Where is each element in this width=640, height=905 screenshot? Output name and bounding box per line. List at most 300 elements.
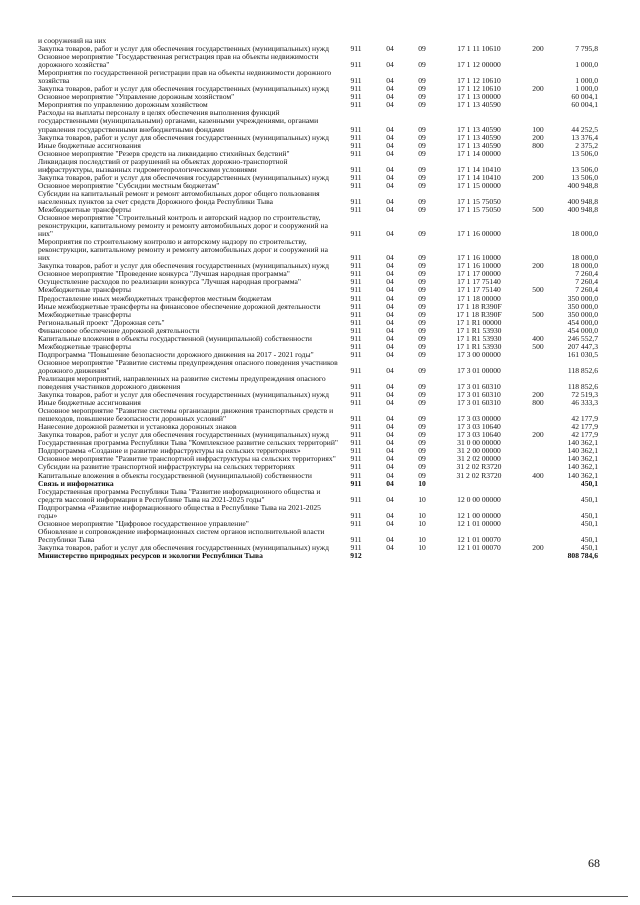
expense-type-code: 400: [532, 470, 544, 480]
subsection-code: 09: [418, 454, 426, 464]
subsection-code: 09: [418, 398, 426, 408]
amount: 60 004,1: [571, 92, 598, 102]
section-code: 04: [386, 341, 394, 351]
table-row: [38, 85, 598, 93]
ministry-code: 911: [350, 454, 362, 464]
expense-type-code: [520, 504, 556, 520]
row-name: Основное мероприятие "Управление дорожным хозяйством": [38, 93, 235, 102]
ministry-code: 911: [350, 398, 362, 408]
section-code: 04: [386, 325, 394, 335]
subsection-code: 09: [418, 60, 426, 70]
amount: 18 000,0: [571, 261, 598, 271]
table-row: [38, 286, 598, 294]
section-code: 04: [386, 76, 394, 86]
table-row: [38, 270, 598, 278]
table-row: [38, 174, 598, 182]
subsection-code: 09: [418, 309, 426, 319]
row-name: Основное мероприятие "Государственная регистрация прав на объекты недвижимости дорожного хозяйства": [38, 53, 319, 70]
section-code: 04: [386, 301, 394, 311]
subsection-code: 09: [418, 382, 426, 392]
amount: 140 362,1: [567, 454, 598, 464]
table-row: [38, 480, 598, 488]
amount: 350 000,0: [567, 301, 598, 311]
subsection-code: 09: [418, 100, 426, 110]
subsection-code: 09: [418, 285, 426, 295]
table-row: [38, 463, 598, 471]
table-row: [38, 335, 598, 343]
target-article-code: 17 1 13 40590: [457, 140, 501, 150]
table-row: [38, 375, 598, 391]
table-row: [38, 431, 598, 439]
target-article-code: 17 1 13 40590: [457, 100, 501, 110]
expense-type-code: 800: [532, 140, 544, 150]
row-name: Подпрограмма «Создание и развитие инфраструктуры на сельских территориях»: [38, 447, 301, 456]
section-code: 04: [386, 518, 394, 528]
section-code: 04: [386, 269, 394, 279]
section-code: 04: [386, 542, 394, 552]
table-row: [38, 391, 598, 399]
amount: 140 362,1: [567, 446, 598, 456]
row-name: Государственная программа Республики Тыва "Комплексное развитие сельских территорий": [38, 439, 338, 448]
expense-type-code: [520, 488, 556, 504]
expense-type-code: [520, 455, 556, 463]
subsection-code: 09: [418, 124, 426, 134]
table-row: [38, 214, 598, 238]
expense-type-code: 200: [532, 542, 544, 552]
row-name: Капитальные вложения в объекты государственной (муниципальной) собственности: [38, 334, 312, 343]
amount: 13 506,0: [571, 172, 598, 182]
expense-type-code: 500: [532, 341, 544, 351]
section-code: 04: [386, 132, 394, 142]
row-name: Межбюджетные трансферты: [38, 286, 131, 295]
ministry-code: 911: [350, 309, 362, 319]
table-row: [38, 37, 598, 45]
section-code: 04: [386, 285, 394, 295]
target-article-code: 17 3 03 00000: [457, 414, 501, 424]
subsection-code: 09: [418, 390, 426, 400]
ministry-code: 911: [350, 470, 362, 480]
subsection-code: 10: [418, 518, 426, 528]
target-article-code: 17 1 13 00000: [457, 92, 501, 102]
target-article-code: 17 1 R1 53930: [456, 341, 502, 351]
ministry-code: 911: [350, 100, 362, 110]
subsection-code: 10: [418, 542, 426, 552]
amount: 42 177,9: [571, 414, 598, 424]
target-article-code: 17 1 14 10410: [457, 164, 501, 174]
budget-table-sheet: [38, 37, 598, 560]
subsection-code: 09: [418, 269, 426, 279]
expense-type-code: 200: [532, 132, 544, 142]
section-code: 04: [386, 430, 394, 440]
amount: 13 506,0: [571, 164, 598, 174]
subsection-code: 09: [418, 132, 426, 142]
subsection-code: 09: [418, 414, 426, 424]
row-name: Основное мероприятие "Развитие системы организации движения транспортных средств и пешеходов, повышение безопасности дорожных условий": [38, 407, 334, 424]
target-article-code: 17 3 01 60310: [457, 398, 501, 408]
target-article-code: 17 1 18 R390F: [456, 309, 502, 319]
ministry-code: 911: [350, 44, 362, 54]
ministry-code: 912: [350, 551, 362, 560]
amount: 7 260,4: [575, 285, 598, 295]
amount: 18 000,0: [571, 253, 598, 263]
row-name: Межбюджетные трансферты: [38, 205, 131, 214]
budget-table-body: [38, 37, 598, 560]
subsection-code: 09: [418, 341, 426, 351]
amount: 72 519,3: [571, 390, 598, 400]
expense-type-code: [520, 158, 556, 174]
ministry-code: 911: [350, 478, 362, 488]
ministry-code: 911: [350, 438, 362, 448]
expense-type-code: [520, 238, 556, 262]
expense-type-code: 200: [532, 261, 544, 271]
row-name: Мероприятия по управлению дорожным хозяйством: [38, 101, 208, 110]
section-code: 04: [386, 390, 394, 400]
amount: 161 030,5: [567, 349, 598, 359]
subsection-code: 09: [418, 422, 426, 432]
target-article-code: 17 1 12 00000: [457, 60, 501, 70]
target-article-code: 17 3 01 00000: [457, 365, 501, 375]
amount: 140 362,1: [567, 470, 598, 480]
section-code: 04: [386, 438, 394, 448]
target-article-code: 17 1 R1 53930: [456, 333, 502, 343]
expense-type-code: [520, 182, 556, 190]
ministry-code: 911: [350, 301, 362, 311]
table-row: [38, 343, 598, 351]
ministry-code: 911: [350, 148, 362, 158]
subsection-code: 09: [418, 140, 426, 150]
table-row: [38, 182, 598, 190]
table-row: [38, 311, 598, 319]
ministry-code: 911: [350, 60, 362, 70]
expense-type-code: [520, 190, 556, 206]
amount: 118 852,6: [567, 382, 598, 392]
row-name: Подпрограмма «Развитие информационного общества в Республике Тыва на 2021-2025 годы»: [38, 503, 321, 520]
target-article-code: 17 1 12 10610: [457, 84, 501, 94]
section-code: 04: [386, 261, 394, 271]
subsection-code: 09: [418, 430, 426, 440]
subsection-code: 09: [418, 164, 426, 174]
row-name: Закупка товаров, работ и услуг для обеспечения государственных (муниципальных) нужд: [38, 173, 329, 182]
table-row: [38, 327, 598, 335]
target-article-code: 17 1 R1 00000: [456, 317, 502, 327]
ministry-code: 911: [350, 534, 362, 544]
ministry-code: 911: [350, 349, 362, 359]
row-name: Подпрограмма "Повышение безопасности дорожного движения на 2017 - 2021 годы": [38, 350, 314, 359]
target-article-code: 17 1 17 75140: [457, 285, 501, 295]
expense-type-code: [520, 214, 556, 238]
ministry-code: 911: [350, 229, 362, 239]
subsection-code: 09: [418, 261, 426, 271]
expense-type-code: 500: [532, 204, 544, 214]
target-article-code: 12 0 00 00000: [457, 494, 501, 504]
row-name: Иные межбюджетные трансферты на финансовое обеспечение дорожной деятельности: [38, 302, 321, 311]
table-row: [38, 520, 598, 528]
table-row: [38, 544, 598, 552]
expense-type-code: [520, 270, 556, 278]
expense-type-code: 800: [532, 398, 544, 408]
expense-type-code: [520, 319, 556, 327]
target-article-code: 17 3 03 10640: [457, 430, 501, 440]
subsection-code: 09: [418, 325, 426, 335]
target-article-code: 31 2 02 R3720: [456, 470, 502, 480]
target-article-code: 31 2 02 R3720: [456, 462, 502, 472]
table-row: [38, 295, 598, 303]
ministry-code: 911: [350, 124, 362, 134]
target-article-code: 12 1 01 00000: [457, 518, 501, 528]
row-name: Государственная программа Республики Тыва "Развитие информационного общества и средств массовой информации в Республике Тыва на 2021-2025 годы": [38, 487, 321, 504]
table-row: [38, 262, 598, 270]
subsection-code: 09: [418, 349, 426, 359]
amount: 140 362,1: [567, 462, 598, 472]
ministry-code: 911: [350, 365, 362, 375]
table-row: [38, 101, 598, 109]
section-code: 04: [386, 172, 394, 182]
ministry-code: 911: [350, 317, 362, 327]
amount: 13 376,4: [571, 132, 598, 142]
amount: 60 004,1: [571, 100, 598, 110]
target-article-code: 17 1 11 10610: [457, 44, 501, 54]
section-code: 04: [386, 100, 394, 110]
expense-type-code: [520, 150, 556, 158]
target-article-code: 17 1 16 10000: [457, 261, 501, 271]
expense-type-code: [520, 439, 556, 447]
amount: 7 795,8: [575, 44, 598, 54]
row-name: Региональный проект "Дорожная сеть": [38, 318, 165, 327]
amount: 1 000,0: [575, 76, 598, 86]
expense-type-code: 100: [532, 124, 544, 134]
section-code: 04: [386, 204, 394, 214]
ministry-code: 911: [350, 430, 362, 440]
bottom-rule: [12, 896, 628, 897]
section-code: 04: [386, 414, 394, 424]
subsection-code: 09: [418, 44, 426, 54]
row-name: Межбюджетные трансферты: [38, 342, 131, 351]
amount: 450,1: [580, 542, 598, 552]
row-name: Закупка товаров, работ и услуг для обеспечения государственных (муниципальных) нужд: [38, 431, 329, 440]
row-name: Закупка товаров, работ и услуг для обеспечения государственных (муниципальных) нужд: [38, 543, 329, 552]
expense-type-code: 500: [532, 309, 544, 319]
row-name: Министерство природных ресурсов и экологии Республики Тыва: [38, 552, 263, 560]
subsection-code: 09: [418, 462, 426, 472]
subsection-code: 09: [418, 317, 426, 327]
table-row: [38, 134, 598, 142]
target-article-code: 12 1 01 00070: [457, 534, 501, 544]
subsection-code: 09: [418, 301, 426, 311]
page-number: 68: [588, 856, 600, 870]
subsection-code: 10: [418, 510, 426, 520]
target-article-code: 31 0 00 00000: [457, 438, 501, 448]
section-code: 04: [386, 309, 394, 319]
row-name: Иные бюджетные ассигнования: [38, 141, 141, 150]
target-article-code: 31 2 02 00000: [457, 454, 501, 464]
table-row: [38, 109, 598, 133]
row-name: Субсидии на капитальный ремонт и ремонт автомобильных дорог общего пользования населенных пунктов за счет средств Дорожного фонда Республики Тыва: [38, 189, 320, 206]
target-article-code: 17 1 16 10000: [457, 253, 501, 263]
table-row: [38, 190, 598, 206]
target-article-code: 31 2 00 00000: [457, 446, 501, 456]
target-article-code: 17 1 17 00000: [457, 269, 501, 279]
ministry-code: 911: [350, 414, 362, 424]
row-name: Основное мероприятие "Проведение конкурса "Лучшая народная программа": [38, 270, 290, 279]
section-code: 04: [386, 277, 394, 287]
amount: 207 447,3: [567, 341, 598, 351]
table-row: [38, 552, 598, 560]
target-article-code: 17 1 17 75140: [457, 277, 501, 287]
ministry-code: 911: [350, 446, 362, 456]
amount: 400 948,8: [567, 204, 598, 214]
target-article-code: 12 1 00 00000: [457, 510, 501, 520]
expense-type-code: 200: [532, 430, 544, 440]
section-code: 04: [386, 398, 394, 408]
section-code: 04: [386, 60, 394, 70]
ministry-code: 911: [350, 253, 362, 263]
section-code: 04: [386, 510, 394, 520]
table-row: [38, 69, 598, 85]
row-name: Расходы на выплаты персоналу в целях обеспечения выполнения функций государственными (муниципальными) органами, казенными учреждениями, органами управления государственными внебюджетными фондами: [38, 109, 319, 134]
subsection-code: 09: [418, 293, 426, 303]
target-article-code: [438, 552, 520, 560]
row-name: Предоставление иных межбюджетных трансфертов местным бюджетам: [38, 294, 272, 303]
subsection-code: 09: [418, 148, 426, 158]
ministry-code: 911: [350, 510, 362, 520]
section-code: 04: [386, 494, 394, 504]
ministry-code: 911: [350, 333, 362, 343]
ministry-code: 911: [350, 422, 362, 432]
table-row: [38, 504, 598, 520]
section-code: 04: [386, 333, 394, 343]
table-row: [38, 447, 598, 455]
ministry-code: 911: [350, 261, 362, 271]
amount: 118 852,6: [567, 365, 598, 375]
row-name: Основное мероприятие "Развитие системы предупреждения опасного поведения участников дорожного движения": [38, 358, 338, 375]
row-name: Закупка товаров, работ и услуг для обеспечения государственных (муниципальных) нужд: [38, 45, 329, 54]
target-article-code: 17 1 14 10410: [457, 172, 501, 182]
subsection-code: 09: [418, 84, 426, 94]
subsection-code: 09: [418, 196, 426, 206]
row-name: Капитальные вложения в объекты государственной (муниципальной) собственности: [38, 471, 312, 480]
section-code: 04: [386, 365, 394, 375]
table-row: [38, 142, 598, 150]
ministry-code: 911: [350, 140, 362, 150]
target-article-code: 17 1 18 R390F: [456, 301, 502, 311]
target-article-code: 17 1 15 00000: [457, 180, 501, 190]
target-article-code: 17 1 16 00000: [457, 229, 501, 239]
expense-type-code: [520, 528, 556, 544]
row-name: Обновление и сопровождение информационных систем органов исполнительной власти Республики Тыва: [38, 527, 325, 544]
row-name: Иные бюджетные ассигнования: [38, 399, 141, 408]
target-article-code: [438, 480, 520, 488]
section-code: 04: [386, 253, 394, 263]
expense-type-code: 500: [532, 285, 544, 295]
ministry-code: 911: [350, 269, 362, 279]
subsection-code: 10: [418, 534, 426, 544]
row-name: Осуществление расходов по реализации конкурса "Лучшая народная программа": [38, 278, 301, 287]
subsection-code: 09: [418, 229, 426, 239]
expense-type-code: [520, 447, 556, 455]
row-name: Основное мероприятие "Развитие транспортной инфраструктуры на сельских территориях": [38, 455, 336, 464]
ministry-code: 911: [350, 76, 362, 86]
row-name: Межбюджетные трансферты: [38, 310, 131, 319]
subsection-code: 09: [418, 180, 426, 190]
expense-type-code: 400: [532, 333, 544, 343]
row-name: Нанесение дорожной разметки и установка дорожных знаков: [38, 423, 237, 432]
target-article-code: 17 3 01 60310: [457, 382, 501, 392]
subsection-code: 09: [418, 92, 426, 102]
expense-type-code: 200: [532, 390, 544, 400]
section-code: 04: [386, 84, 394, 94]
expense-type-code: [520, 53, 556, 69]
section-code: 04: [386, 478, 394, 488]
row-name: Закупка товаров, работ и услуг для обеспечения государственных (муниципальных) нужд: [38, 391, 329, 400]
ministry-code: 911: [350, 92, 362, 102]
amount: 7 260,4: [575, 277, 598, 287]
ministry-code: 911: [350, 277, 362, 287]
subsection-code: [406, 552, 438, 560]
section-code: 04: [386, 293, 394, 303]
amount: 46 333,3: [571, 398, 598, 408]
subsection-code: 09: [418, 446, 426, 456]
amount: 350 000,0: [567, 309, 598, 319]
section-code: 04: [386, 140, 394, 150]
ministry-code: 911: [350, 293, 362, 303]
amount: 450,1: [580, 518, 598, 528]
subsection-code: 09: [418, 76, 426, 86]
amount: 450,1: [580, 534, 598, 544]
expense-type-code: [520, 69, 556, 85]
expense-type-code: [520, 93, 556, 101]
amount: 13 506,0: [571, 148, 598, 158]
section-code: 04: [386, 180, 394, 190]
ministry-code: 911: [350, 180, 362, 190]
row-name: Закупка товаров, работ и услуг для обеспечения государственных (муниципальных) нужд: [38, 85, 329, 94]
subsection-code: 09: [418, 253, 426, 263]
target-article-code: 17 1 12 10610: [457, 76, 501, 86]
row-name: Связь и информатика: [38, 479, 114, 488]
table-row: [38, 399, 598, 407]
row-name: Реализация мероприятий, направленных на развитие системы предупреждения опасного поведения участников дорожного движения: [38, 374, 326, 392]
target-article-code: 17 1 R1 53930: [456, 325, 502, 335]
row-name: Ликвидация последствий от разрушений на объектах дорожно-транспортной инфраструктуры, вызванных гидрометеорологическими условиями: [38, 157, 288, 174]
amount: 450,1: [580, 478, 598, 488]
table-row: [38, 278, 598, 286]
ministry-code: 911: [350, 285, 362, 295]
expense-type-code: [520, 407, 556, 423]
subsection-code: 09: [418, 204, 426, 214]
amount: 42 177,9: [571, 422, 598, 432]
subsection-code: 09: [418, 438, 426, 448]
amount: 7 260,4: [575, 269, 598, 279]
ministry-code: 911: [350, 204, 362, 214]
target-article-code: 17 3 00 00000: [457, 349, 501, 359]
table-row: [38, 319, 598, 327]
expense-type-code: [520, 359, 556, 375]
target-article-code: 17 3 03 10640: [457, 422, 501, 432]
amount: 1 000,0: [575, 60, 598, 70]
amount: 44 252,5: [571, 124, 598, 134]
section-code: 04: [386, 44, 394, 54]
table-row: [38, 455, 598, 463]
expense-type-code: [520, 351, 556, 359]
table-row: [38, 359, 598, 375]
ministry-code: 911: [350, 84, 362, 94]
ministry-code: 911: [350, 518, 362, 528]
expense-type-code: 200: [532, 172, 544, 182]
ministry-code: 911: [350, 390, 362, 400]
table-row: [38, 528, 598, 544]
section-code: 04: [386, 196, 394, 206]
expense-type-code: [520, 101, 556, 109]
table-row: [38, 439, 598, 447]
